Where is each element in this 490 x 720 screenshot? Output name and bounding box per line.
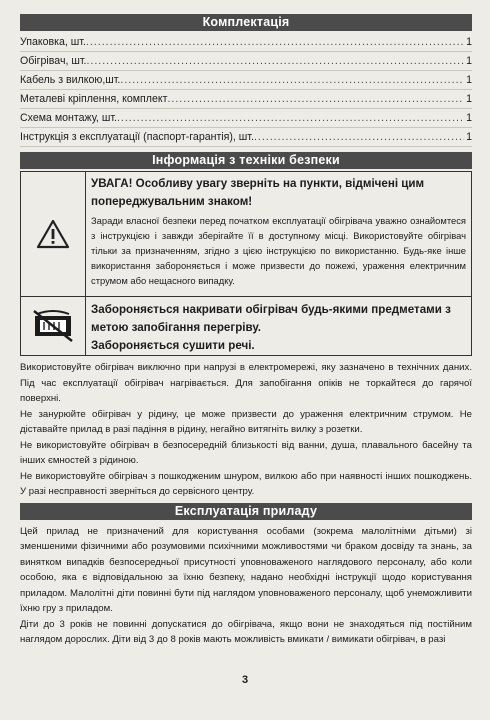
page: [20, 14, 472, 648]
kit-item: [20, 71, 472, 90]
operation-paragraph: Цей прилад не призначений для користування особами (зокрема малолітніми дітьми) зі зменшеними фізичними або розумовими психічними можливостями чи браком досвіду та знань, за винятком випадків безпосередньої присутності уповноваженого наглядового персоналу, або коли особою, яка є відповідальною за їхню безпеку, надано необхідні інструкції щодо користування приладом. Малолітні діти повинні бути під наглядом уповноваженого персоналу, щоб унеможливити їхню гру з приладом.: [20, 525, 472, 614]
kit-item-label: Інструкція з експлуатації (паспорт-гарантія), шт.: [20, 131, 254, 143]
kit-item: [20, 90, 472, 109]
page-number: 3: [241, 674, 249, 686]
kit-item-leader: [254, 128, 464, 146]
kit-item: [20, 52, 472, 71]
no-covering-heater-icon: [21, 297, 86, 355]
safety-paragraph: Використовуйте обігрівач виключно при напрузі в електромережі, яку зазначено в технічних даних. Під час експлуатації обігрівач нагрівається. Для запобігання опіків не торкайтеся до гарячої поверхні.: [20, 362, 472, 404]
kit-item-label: Обігрівач, шт.: [20, 55, 87, 67]
kit-item-qty: 1: [466, 74, 472, 86]
kit-item-leader: [86, 33, 464, 51]
warning-row: [21, 172, 471, 296]
kit-item-label: Упаковка, шт.: [20, 36, 86, 48]
warning-triangle-icon: [21, 172, 86, 296]
safety-paragraph: Не занурюйте обігрівач у рідину, це може призвести до ураження електричним струмом. Не діставайте прилад в разі падіння в рідину, негайно витягніть вилку з розетки.: [20, 408, 472, 435]
kit-item-qty: 1: [466, 131, 472, 143]
safety-text: [20, 360, 472, 500]
kit-item-leader: [86, 52, 464, 70]
prohibition-text-cell: [86, 297, 471, 355]
kit-item-label: Металеві кріплення, комплект: [20, 93, 168, 105]
kit-item: [20, 128, 472, 147]
safety-paragraph: Не використовуйте обігрівач в безпосередній близькості від ванни, душа, плавального басейну та інших ємностей з рідиною.: [20, 439, 472, 466]
kit-item-leader: [167, 90, 464, 108]
warning-text-cell: [86, 172, 471, 296]
kit-item-label: Кабель з вилкою,шт.: [20, 74, 121, 86]
kit-list: [20, 33, 472, 147]
kit-item: [20, 109, 472, 128]
warning-box: [20, 171, 472, 356]
operation-paragraph: Діти до 3 років не повинні допускатися до обігрівача, якщо вони не знаходяться під постійним наглядом дорослих. Діти від 3 до 8 років мають можливість вмикати / вимикати обігрівач, в разі: [20, 618, 472, 645]
kit-item-qty: 1: [466, 55, 472, 67]
prohibition-row: [21, 296, 471, 355]
operation-text: [20, 524, 472, 648]
prohibition-line-2: Забороняється сушити речі.: [91, 339, 255, 352]
kit-section-title: Комплектація: [20, 14, 472, 31]
warning-heading: УВАГА! Особливу увагу зверніть на пункти, відмічені цим попереджувальним знаком!: [91, 177, 425, 208]
warning-text: Заради власної безпеки перед початком експлуатації обігрівача уважно ознайомтеся з інструкцією і завжди зберігайте її в доступному місці. Використовуйте обігрівач тільки за призначенням, згідно з цією інструкцією по використанню. Будь-яке інше використання забороняється і може призвести до пожежі, ураження електричним струмом або нещасного випадку.: [91, 215, 466, 286]
prohibition-line-1: Забороняється накривати обігрівач будь-якими предметами з метою запобігання перегріву.: [91, 303, 451, 334]
kit-item-leader: [117, 109, 464, 127]
kit-item: [20, 33, 472, 52]
safety-paragraph: Не використовуйте обігрівач з пошкодженим шнуром, вилкою або при наявності інших пошкоджень. У разі несправності зверніться до сервісного центру.: [20, 470, 472, 497]
kit-item-qty: 1: [466, 93, 472, 105]
kit-item-qty: 1: [466, 112, 472, 124]
kit-item-qty: 1: [466, 36, 472, 48]
operation-section-title: Експлуатація приладу: [20, 503, 472, 520]
kit-item-label: Схема монтажу, шт.: [20, 112, 117, 124]
safety-section-title: Інформація з техніки безпеки: [20, 152, 472, 169]
kit-item-leader: [120, 71, 464, 89]
